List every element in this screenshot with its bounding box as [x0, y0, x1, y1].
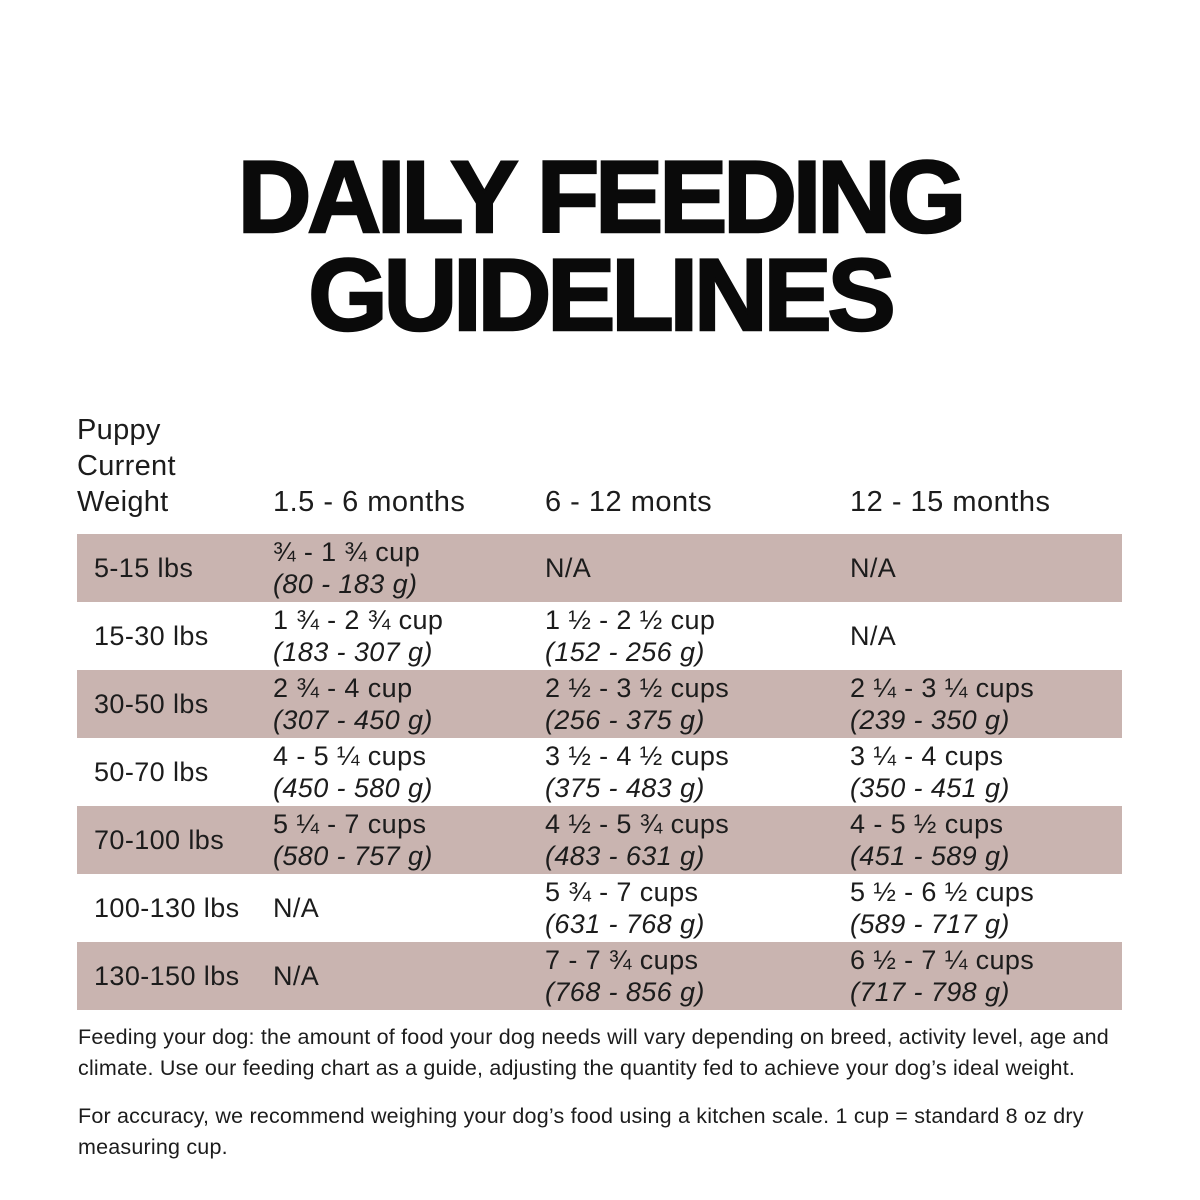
gram-range: (580 - 757 g)	[273, 841, 433, 872]
cup-range: 1 ¾ - 2 ¾ cup	[273, 605, 444, 636]
weight-label: 5-15 lbs	[94, 552, 194, 583]
corner-header-line2: Current	[77, 450, 176, 483]
feeding-table	[77, 412, 1122, 1010]
corner-header-line1: Puppy	[77, 414, 161, 447]
cup-range: 7 - 7 ¾ cups	[545, 945, 699, 976]
gram-range: (350 - 451 g)	[850, 773, 1010, 804]
weight-cell	[77, 806, 273, 874]
amount-cell	[545, 670, 850, 738]
gram-range: (589 - 717 g)	[850, 909, 1010, 940]
cup-range: N/A	[545, 553, 592, 584]
gram-range: (80 - 183 g)	[273, 569, 418, 600]
weight-cell	[77, 874, 273, 942]
amount-cell	[273, 534, 545, 602]
cup-range: N/A	[273, 961, 320, 992]
gram-range: (450 - 580 g)	[273, 773, 433, 804]
cup-range: 5 ¾ - 7 cups	[545, 877, 699, 908]
column-header-6-12-months: 6 - 12 monts	[545, 486, 713, 519]
corner-header-puppy-current-weight	[77, 412, 273, 520]
weight-cell	[77, 942, 273, 1010]
page-title-line1: DAILY FEEDING	[237, 140, 963, 254]
weight-label: 130-150 lbs	[94, 960, 240, 991]
note-feeding: Feeding your dog: the amount of food your dog needs will vary depending on breed, activity level, age and climate. Use our feeding chart as a guide, adjusting the quantity fed to achieve your dog’s ideal weight.	[78, 1025, 1109, 1081]
weight-label: 100-130 lbs	[94, 892, 240, 923]
amount-cell	[273, 874, 545, 942]
amount-cell	[545, 806, 850, 874]
amount-cell	[545, 602, 850, 670]
table-row	[77, 874, 1122, 942]
table-row	[77, 942, 1122, 1010]
column-header-1-5-6-months: 1.5 - 6 months	[273, 486, 466, 519]
table-row	[77, 738, 1122, 806]
gram-range: (483 - 631 g)	[545, 841, 705, 872]
cup-range: 1 ½ - 2 ½ cup	[545, 605, 716, 636]
corner-header-line3: Weight	[77, 486, 169, 519]
table-header-row	[77, 412, 1122, 520]
cup-range: 3 ¼ - 4 cups	[850, 741, 1004, 772]
weight-cell	[77, 534, 273, 602]
cup-range: 6 ½ - 7 ¼ cups	[850, 945, 1035, 976]
cup-range: 2 ½ - 3 ½ cups	[545, 673, 730, 704]
amount-cell	[850, 670, 1122, 738]
column-header-12-15-months: 12 - 15 months	[850, 486, 1051, 519]
weight-label: 70-100 lbs	[94, 824, 225, 855]
weight-label: 50-70 lbs	[94, 756, 209, 787]
cup-range: N/A	[273, 893, 320, 924]
gram-range: (307 - 450 g)	[273, 705, 433, 736]
amount-cell	[273, 602, 545, 670]
amount-cell	[850, 806, 1122, 874]
gram-range: (256 - 375 g)	[545, 705, 705, 736]
table-row	[77, 534, 1122, 602]
amount-cell	[545, 738, 850, 806]
amount-cell	[273, 806, 545, 874]
cup-range: 4 ½ - 5 ¾ cups	[545, 809, 730, 840]
amount-cell	[850, 874, 1122, 942]
amount-cell	[273, 738, 545, 806]
gram-range: (152 - 256 g)	[545, 637, 705, 668]
weight-cell	[77, 670, 273, 738]
amount-cell	[850, 602, 1122, 670]
cup-range: N/A	[850, 621, 897, 652]
gram-range: (768 - 856 g)	[545, 977, 705, 1008]
table-row	[77, 806, 1122, 874]
gram-range: (451 - 589 g)	[850, 841, 1010, 872]
gram-range: (183 - 307 g)	[273, 637, 433, 668]
cup-range: 5 ¼ - 7 cups	[273, 809, 427, 840]
gram-range: (239 - 350 g)	[850, 705, 1010, 736]
cup-range: N/A	[850, 553, 897, 584]
cup-range: ¾ - 1 ¾ cup	[273, 537, 420, 568]
cup-range: 4 - 5 ¼ cups	[273, 741, 427, 772]
amount-cell	[273, 942, 545, 1010]
amount-cell	[545, 534, 850, 602]
weight-cell	[77, 738, 273, 806]
cup-range: 2 ¾ - 4 cup	[273, 673, 413, 704]
page-title	[0, 140, 1200, 352]
cup-range: 4 - 5 ½ cups	[850, 809, 1004, 840]
page-title-line2: GUIDELINES	[308, 238, 892, 352]
cup-range: 5 ½ - 6 ½ cups	[850, 877, 1035, 908]
amount-cell	[850, 738, 1122, 806]
weight-cell	[77, 602, 273, 670]
cup-range: 3 ½ - 4 ½ cups	[545, 741, 730, 772]
gram-range: (631 - 768 g)	[545, 909, 705, 940]
amount-cell	[545, 874, 850, 942]
table-row	[77, 602, 1122, 670]
table-row	[77, 670, 1122, 738]
feeding-guidelines-panel	[0, 140, 1200, 1200]
gram-range: (375 - 483 g)	[545, 773, 705, 804]
amount-cell	[273, 670, 545, 738]
amount-cell	[850, 534, 1122, 602]
cup-range: 2 ¼ - 3 ¼ cups	[850, 673, 1035, 704]
gram-range: (717 - 798 g)	[850, 977, 1010, 1008]
amount-cell	[545, 942, 850, 1010]
note-accuracy: For accuracy, we recommend weighing your dog’s food using a kitchen scale. 1 cup = standard 8 oz dry measuring cup.	[78, 1104, 1084, 1160]
table-body	[77, 534, 1122, 1010]
amount-cell	[850, 942, 1122, 1010]
weight-label: 15-30 lbs	[94, 620, 209, 651]
weight-label: 30-50 lbs	[94, 688, 209, 719]
footnotes	[78, 1022, 1126, 1163]
